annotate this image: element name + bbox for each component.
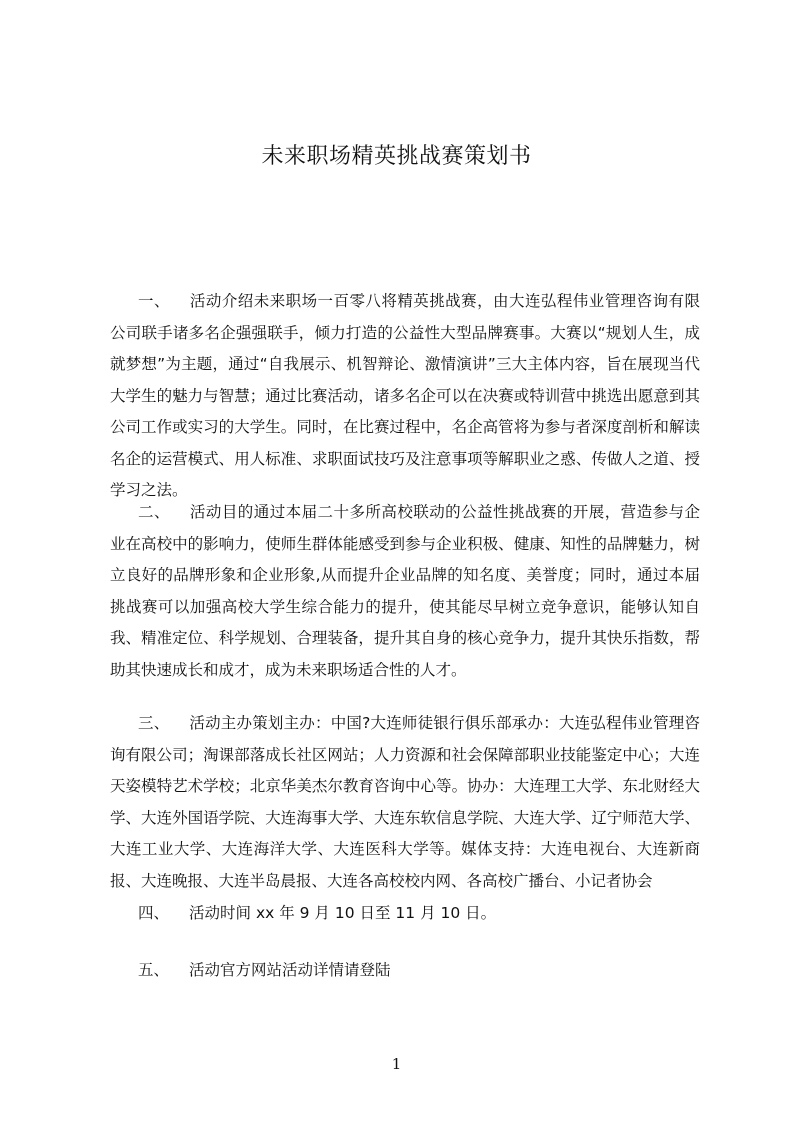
section-organizers xyxy=(110,708,700,897)
page-number: 1 xyxy=(391,1055,402,1073)
section-activity-time xyxy=(110,898,700,930)
section-activity-purpose xyxy=(110,497,700,686)
section-number: 四、 xyxy=(138,904,170,922)
section-number: 一、 xyxy=(138,292,170,310)
section-number: 三、 xyxy=(138,714,170,732)
section-text: 活动目的通过本届二十多所高校联动的公益性挑战赛的开展，营造参与企业在高校中的影响力，使师生群体能感受到参与企业积极、健康、知性的品牌魅力，树立良好的品牌形象和企业形象,从而提升企业品牌的知名度、美誉度；同时，通过本届挑战赛可以加强高校大学生综合能力的提升，使其能尽早树立竞争意识，能够认知自我、精准定位、科学规划、合理装备，提升其自身的核心竞争力，提升其快乐指数，帮助其快速成长和成才，成为未来职场适合性的人才。 xyxy=(110,503,700,679)
section-number: 二、 xyxy=(138,503,170,521)
section-text: 活动官方网站活动详情请登陆 xyxy=(189,961,391,979)
section-text: 活动主办策划主办：中国?大连师徒银行俱乐部承办：大连弘程伟业管理咨询有限公司；淘课部落成长社区网站；人力资源和社会保障部职业技能鉴定中心；大连天姿模特艺术学校；北京华美杰尔教育咨询中心等。协办：大连理工大学、东北财经大学、大连外国语学院、大连海事大学、大连东软信息学院、大连大学、辽宁师范大学、大连工业大学、大连海洋大学、大连医科大学等。媒体支持：大连电视台、大连新商报、大连晚报、大连半岛晨报、大连各高校校内网、各高校广播台、小记者协会 xyxy=(110,714,700,890)
section-text: 活动时间 xx 年 9 月 10 日至 11 月 10 日。 xyxy=(189,904,497,922)
section-text: 活动介绍未来职场一百零八将精英挑战赛，由大连弘程伟业管理咨询有限公司联手诸多名企强强联手，倾力打造的公益性大型品牌赛事。大赛以“规划人生，成就梦想”为主题，通过“自我展示、机智辩论、激情演讲”三大主体内容，旨在展现当代大学生的魅力与智慧；通过比赛活动，诸多名企可以在决赛或特训营中挑选出愿意到其公司工作或实习的大学生。同时，在比赛过程中，名企高管将为参与者深度剖析和解读名企的运营模式、用人标准、求职面试技巧及注意事项等解职业之惑、传做人之道、授学习之法。 xyxy=(110,292,700,499)
section-activity-introduction xyxy=(110,286,700,507)
page-title: 未来职场精英挑战赛策划书 xyxy=(261,144,532,169)
section-number: 五、 xyxy=(138,961,170,979)
section-official-website xyxy=(110,955,700,987)
